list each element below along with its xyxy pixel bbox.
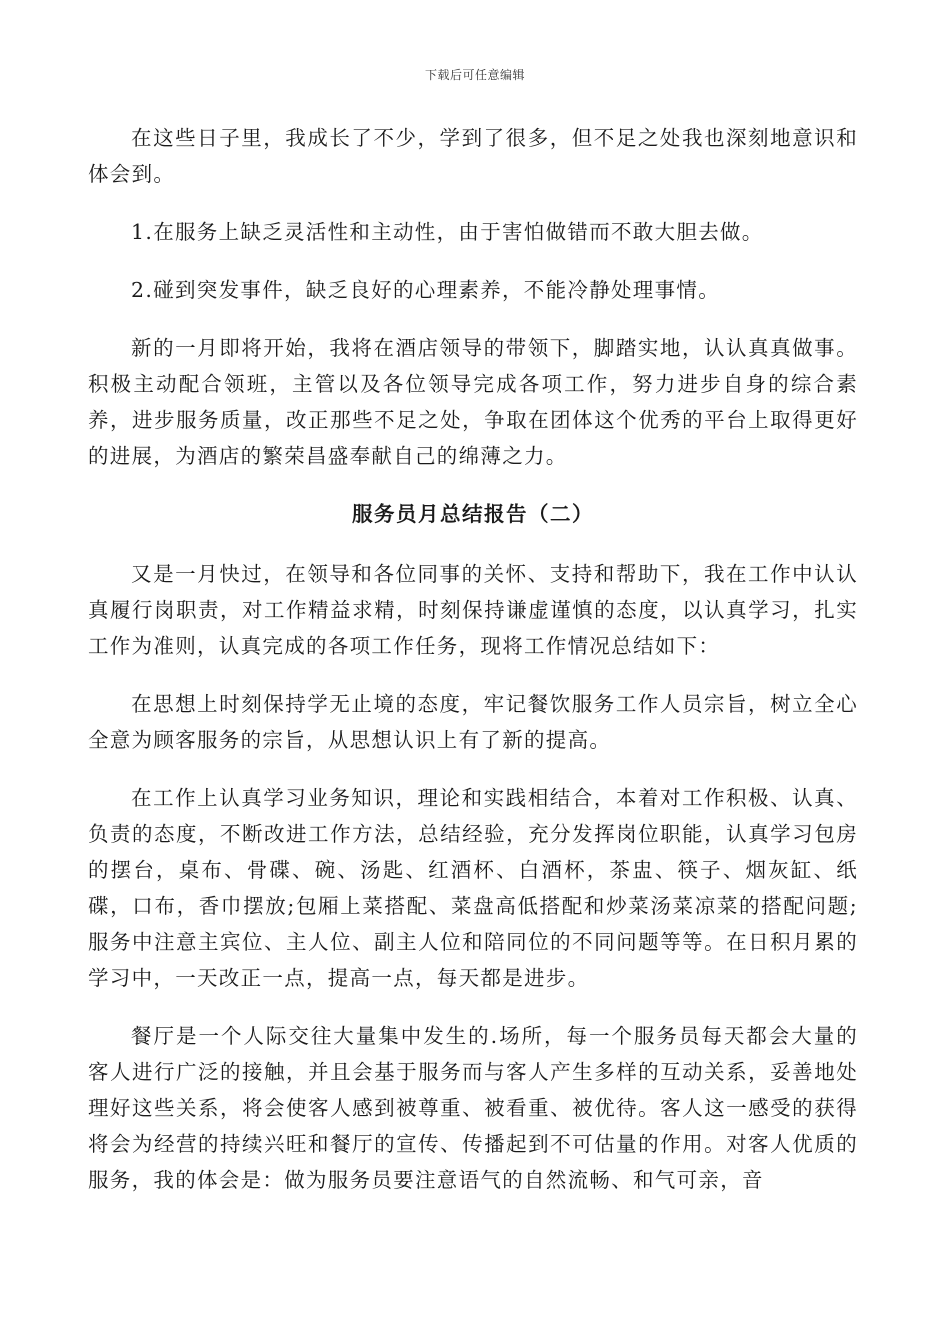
paragraph-next-month: 新的一月即将开始，我将在酒店领导的带领下，脚踏实地，认认真真做事。积极主动配合领班，主管以及各位领导完成各项工作，努力进步自身的综合素养，进步服务质量，改正那些不足之处，争取在团体这个优秀的平台上取得更好的进展，为酒店的繁荣昌盛奉献自己的绵薄之力。 — [88, 336, 858, 468]
document-body — [88, 120, 858, 1220]
paragraph-restaurant: 餐厅是一个人际交往大量集中发生的.场所，每一个服务员每天都会大量的客人进行广泛的接触，并且会基于服务而与客人产生多样的互动关系，妥善地处理好这些关系，将会使客人感到被尊重、被看重、被优待。客人这一感受的获得将会为经营的持续兴旺和餐厅的宣传、传播起到不可估量的作用。对客人优质的服务，我的体会是：做为服务员要注意语气的自然流畅、和气可亲，音 — [88, 1024, 858, 1192]
paragraph-intro: 又是一月快过，在领导和各位同事的关怀、支持和帮助下，我在工作中认认真履行岗职责，对工作精益求精，时刻保持谦虚谨慎的态度，以认真学习，扎实工作为准则，认真完成的各项工作任务，现将工作情况总结如下： — [88, 562, 858, 658]
paragraph-work: 在工作上认真学习业务知识，理论和实践相结合，本着对工作积极、认真、负责的态度，不断改进工作方法，总结经验，充分发挥岗位职能，认真学习包房的摆台，桌布、骨碟、碗、汤匙、红酒杯、白酒杯，茶盅、筷子、烟灰缸、纸碟，口布，香巾摆放;包厢上菜搭配、菜盘高低搭配和炒菜汤菜凉菜的搭配问题;服务中注意主宾位、主人位、副主人位和陪同位的不同问题等等。在日积月累的学习中，一天改正一点，提高一点，每天都是进步。 — [88, 786, 858, 990]
list-item-2: 2.碰到突发事件，缺乏良好的心理素养，不能冷静处理事情。 — [131, 278, 721, 302]
paragraph-growth: 在这些日子里，我成长了不少，学到了很多，但不足之处我也深刻地意识和体会到。 — [88, 126, 858, 186]
header-note: 下载后可任意编辑 — [424, 68, 525, 82]
section-title: 服务员月总结报告（二） — [352, 502, 594, 526]
list-item-1: 1.在服务上缺乏灵活性和主动性，由于害怕做错而不敢大胆去做。 — [131, 220, 764, 244]
paragraph-thought: 在思想上时刻保持学无止境的态度，牢记餐饮服务工作人员宗旨，树立全心全意为顾客服务的宗旨，从思想认识上有了新的提高。 — [88, 692, 858, 752]
